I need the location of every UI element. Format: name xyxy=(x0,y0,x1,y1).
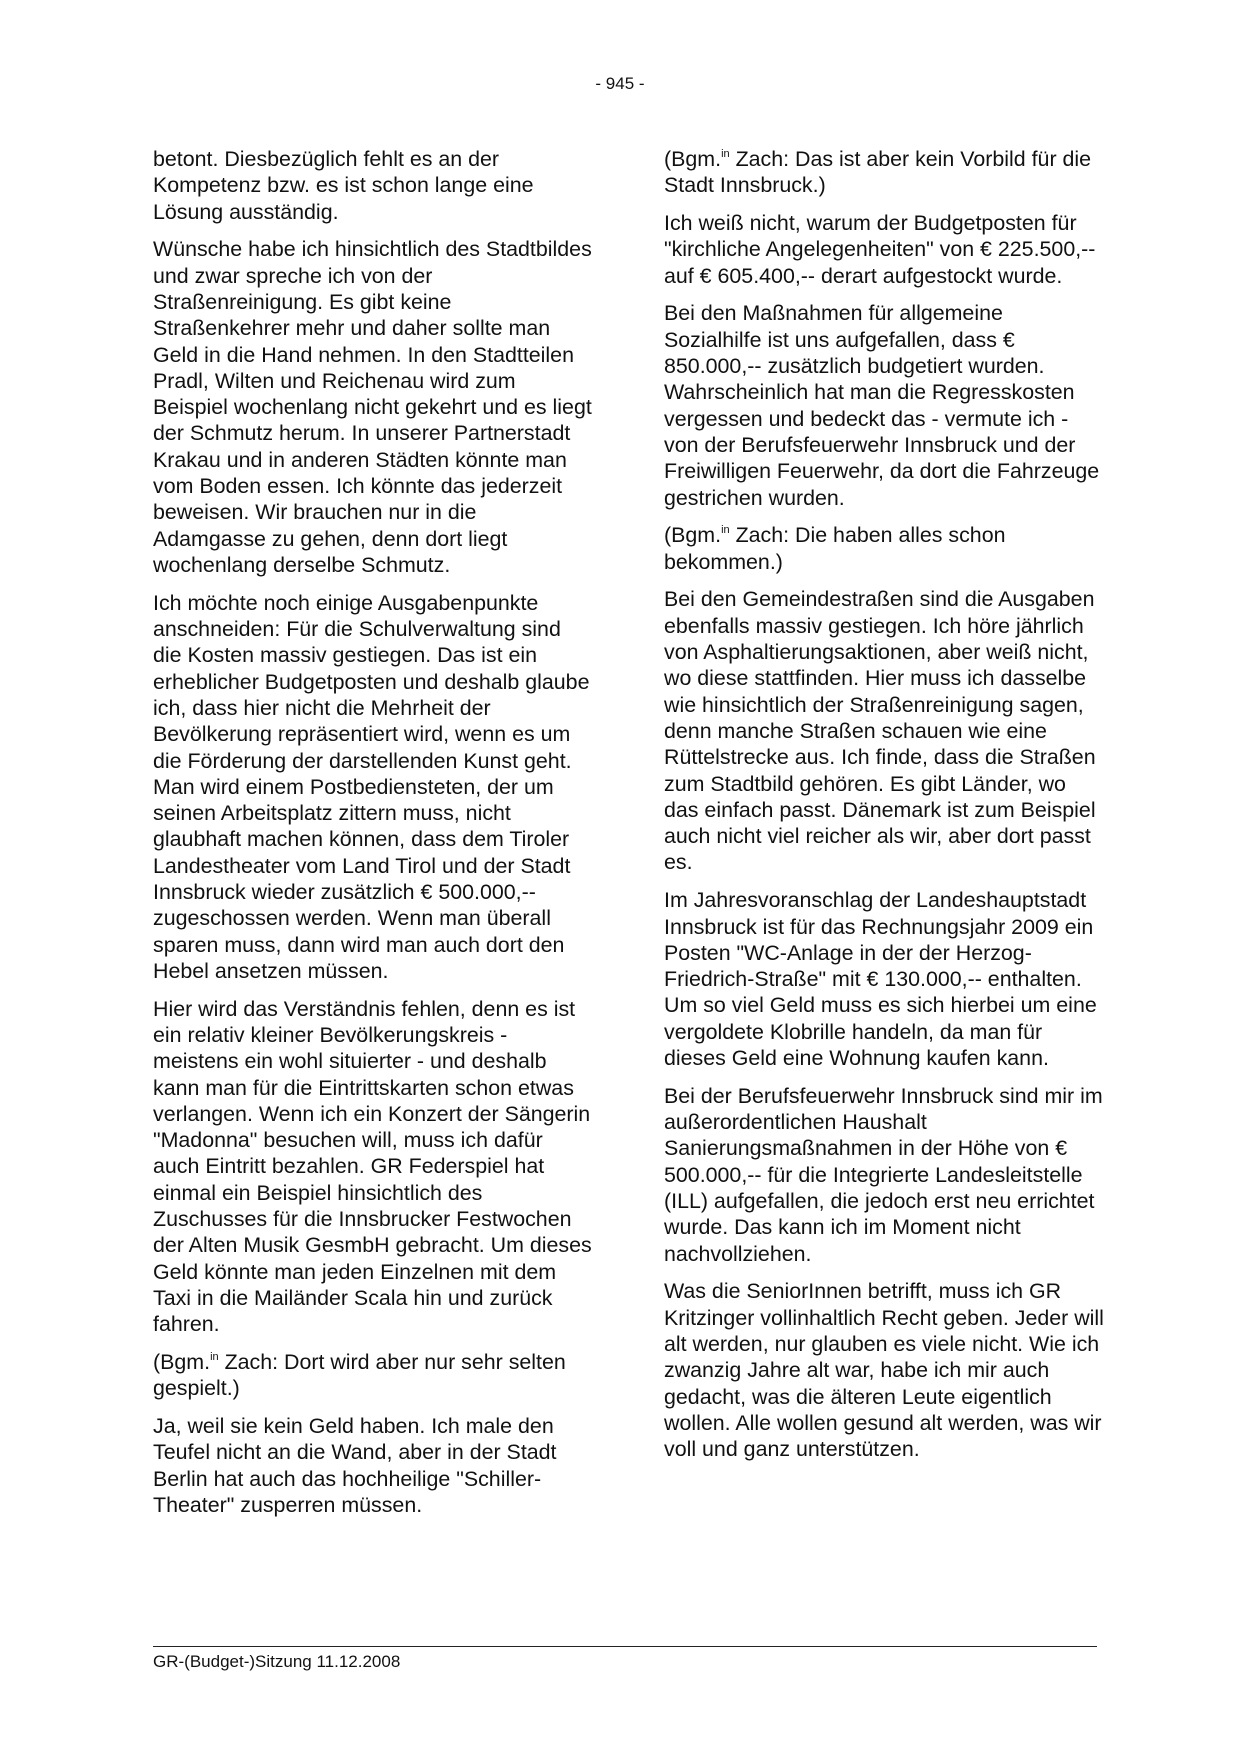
page-number: - 945 - xyxy=(595,74,645,93)
left-column xyxy=(153,146,593,1530)
footer-session-label: GR-(Budget-)Sitzung 11.12.2008 xyxy=(153,1652,401,1671)
interjection-text: Zach: Die haben alles schon bekommen.) xyxy=(664,523,1006,574)
superscript: in xyxy=(721,148,730,160)
paragraph: Bei der Berufsfeuerwehr Innsbruck sind mir im außerordentlichen Haushalt Sanierungsmaßnahmen in der Höhe von € 500.000,-- für die Integrierte Landesleitstelle (ILL) aufgefallen, die jedoch erst neu errichtet wurde. Das kann ich im Moment nicht nachvollziehen. xyxy=(664,1083,1103,1266)
superscript: in xyxy=(721,524,730,537)
paragraph: Wünsche habe ich hinsichtlich des Stadtbildes und zwar spreche ich von der Straßenreinigung. Es gibt keine Straßenkehrer mehr und daher sollte man Geld in die Hand nehmen. In den Stadtteilen Pradl, Wilten und Reichenau wird zum Beispiel wochenlang nicht gekehrt und es liegt der Schmutz herum. In unserer Partnerstadt Krakau und in anderen Städten könnte man vom Boden essen. Ich könnte das jederzeit beweisen. Wir brauchen nur in die Adamgasse zu gehen, denn dort liegt wochenlang derselbe Schmutz. xyxy=(153,237,592,577)
interjection xyxy=(153,1349,593,1402)
interjection-prefix: (Bgm. xyxy=(664,147,722,171)
paragraph: Ich möchte noch einige Ausgabenpunkte anschneiden: Für die Schulverwaltung sind die Kosten massiv gestiegen. Das ist ein erheblicher Budgetposten und deshalb glaube ich, dass hier nicht die Mehrheit der Bevölkerung repräsentiert wird, wenn es um die Förderung der darstellenden Kunst geht. Man wird einem Postbediensteten, der um seinen Arbeitsplatz zittern muss, nicht glaubhaft machen können, dass dem Tiroler Landestheater vom Land Tirol und der Stadt Innsbruck wieder zusätzlich € 500.000,-- zugeschossen werden. Wenn man überall sparen muss, dann wird man auch dort den Hebel ansetzen müssen. xyxy=(153,590,590,983)
paragraph: Hier wird das Verständnis fehlen, denn es ist ein relativ kleiner Bevölkerungskreis - meistens ein wohl situierter - und deshalb kann man für die Eintrittskarten schon etwas verlangen. Wenn ich ein Konzert der Sängerin "Madonna" besuchen will, muss ich dafür auch Eintritt bezahlen. GR Federspiel hat einmal ein Beispiel hinsichtlich des Zuschusses für die Innsbrucker Festwochen der Alten Musik GesmbH gebracht. Um dieses Geld könnte man jeden Einzelnen mit dem Taxi in die Mailänder Scala hin und zurück fahren. xyxy=(153,996,592,1337)
interjection-text: Zach: Das ist aber kein Vorbild für die Stadt Innsbruck.) xyxy=(664,147,1092,198)
footer-divider xyxy=(153,1646,1097,1647)
paragraph: Bei den Maßnahmen für allgemeine Sozialhilfe ist uns aufgefallen, dass € 850.000,-- zusätzlich budgetiert wurden. Wahrscheinlich hat man die Regresskosten vergessen und bedeckt das - vermute ich - von der Berufsfeuerwehr Innsbruck und der Freiwilligen Feuerwehr, da dort die Fahrzeuge gestrichen wurden. xyxy=(664,301,1100,510)
paragraph: betont. Diesbezüglich fehlt es an der Kompetenz bzw. es ist schon lange eine Lösung ausständig. xyxy=(153,147,534,224)
interjection-prefix: (Bgm. xyxy=(664,523,722,548)
interjection xyxy=(664,522,1104,575)
paragraph: Ich weiß nicht, warum der Budgetposten für "kirchliche Angelegenheiten" von € 225.500,-- auf € 605.400,-- derart aufgestockt wurde. xyxy=(664,211,1096,288)
interjection xyxy=(664,146,1104,199)
superscript: in xyxy=(210,1351,219,1364)
paragraph: Bei den Gemeindestraßen sind die Ausgaben ebenfalls massiv gestiegen. Ich höre jährlich von Asphaltierungsaktionen, aber weiß nicht, wo diese stattfinden. Hier muss ich dasselbe wie hinsichtlich der Straßenreinigung sagen, denn manche Straßen schauen wie eine Rüttelstrecke aus. Ich finde, dass die Straßen zum Stadtbild gehören. Es gibt Länder, wo das einfach passt. Dänemark ist zum Beispiel auch nicht viel reicher als wir, aber dort passt es. xyxy=(664,587,1096,875)
paragraph: Im Jahresvoranschlag der Landeshauptstadt Innsbruck ist für das Rechnungsjahr 2009 ein Posten "WC-Anlage in der der Herzog-Friedrich-Straße" mit € 130.000,-- enthalten. Um so viel Geld muss es sich hierbei um eine vergoldete Klobrille handeln, da man für dieses Geld eine Wohnung kaufen kann. xyxy=(664,888,1097,1070)
right-column xyxy=(664,146,1104,1474)
paragraph: Ja, weil sie kein Geld haben. Ich male den Teufel nicht an die Wand, aber in der Stadt Berlin hat auch das hochheilige "Schiller-Theater" zusperren müssen. xyxy=(153,1414,557,1518)
interjection-text: Zach: Dort wird aber nur sehr selten gespielt.) xyxy=(153,1350,566,1401)
interjection-prefix: (Bgm. xyxy=(153,1350,211,1375)
paragraph: Was die SeniorInnen betrifft, muss ich GR Kritzinger vollinhaltlich Recht geben. Jeder will alt werden, nur glauben es viele nicht. Wie ich zwanzig Jahre alt war, habe ich mir auch gedacht, was die älteren Leute eigentlich wollen. Alle wollen gesund alt werden, was wir voll und ganz unterstützen. xyxy=(664,1279,1104,1462)
